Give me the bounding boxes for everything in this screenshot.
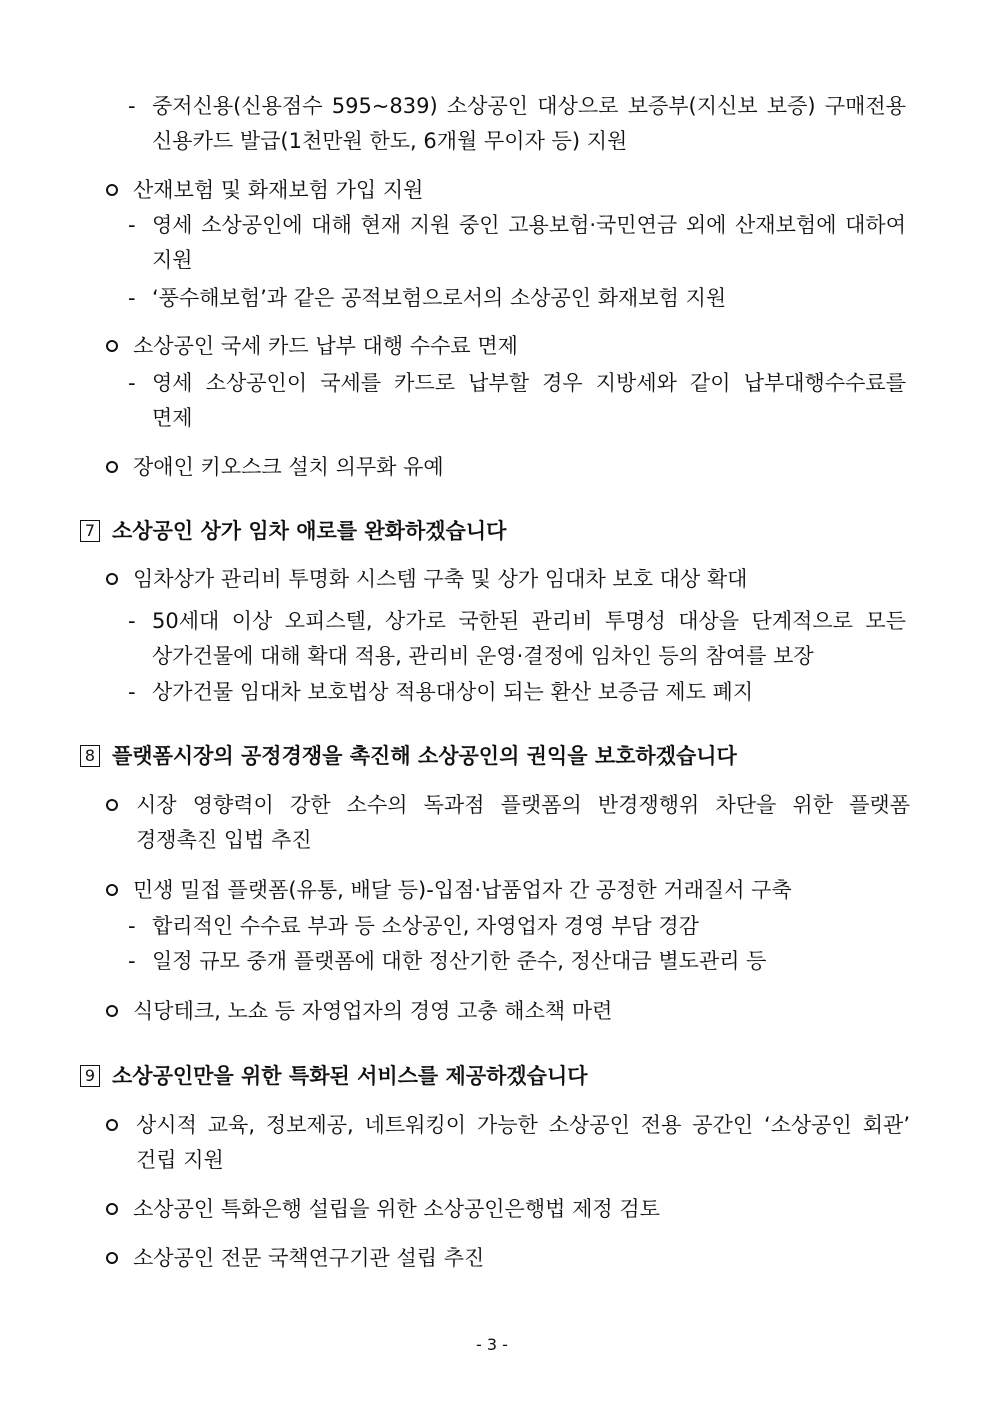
item-text: ‘풍수해보험’과 같은 공적보험으로서의 소상공인 화재보험 지원	[152, 286, 727, 310]
dash-marker: -	[128, 213, 136, 237]
item-text: 일정 규모 중개 플랫폼에 대한 정산기한 준수, 정산대금 별도관리 등	[152, 949, 767, 973]
item-text: 상시적 교육, 정보제공, 네트워킹이 가능한 소상공인 전용 공간인 ‘소상공인 회관’	[136, 1113, 910, 1137]
item-continuation: 지원	[152, 248, 193, 272]
bullet-circle-icon	[106, 573, 118, 585]
bullet-circle-icon	[106, 1252, 118, 1264]
item-continuation: 경쟁촉진 입법 추진	[136, 828, 312, 852]
bullet-circle-icon	[106, 184, 118, 196]
item-text: 소상공인 특화은행 설립을 위한 소상공인은행법 제정 검토	[133, 1197, 660, 1221]
item-text: 시장 영향력이 강한 소수의 독과점 플랫폼의 반경쟁행위 차단을 위한 플랫폼	[136, 793, 910, 817]
item-text: 산재보험 및 화재보험 가입 지원	[133, 178, 424, 202]
bullet-circle-icon	[106, 1203, 118, 1215]
bullet-circle-icon	[106, 884, 118, 896]
dash-marker: -	[128, 286, 136, 310]
item-text: 합리적인 수수료 부과 등 소상공인, 자영업자 경영 부담 경감	[152, 914, 699, 938]
dash-marker: -	[128, 949, 136, 973]
item-text: 소상공인 국세 카드 납부 대행 수수료 면제	[133, 334, 518, 358]
item-text: 민생 밀접 플랫폼(유통, 배달 등)-입점·납품업자 간 공정한 거래질서 구축	[133, 878, 792, 902]
item-text: 중저신용(신용점수 595~839) 소상공인 대상으로 보증부(지신보 보증) 구매전용	[152, 94, 906, 118]
item-continuation: 신용카드 발급(1천만원 한도, 6개월 무이자 등) 지원	[152, 129, 628, 153]
item-text: 영세 소상공인에 대해 현재 지원 중인 고용보험·국민연금 외에 산재보험에 대하여	[152, 213, 906, 237]
bullet-circle-icon	[106, 340, 118, 352]
section-number-box: 7	[80, 520, 100, 542]
dash-marker: -	[128, 609, 136, 633]
dash-marker: -	[128, 94, 136, 118]
section-heading: 소상공인만을 위한 특화된 서비스를 제공하겠습니다	[112, 1064, 588, 1088]
bullet-circle-icon	[106, 1119, 118, 1131]
page-number: - 3 -	[476, 1335, 508, 1354]
item-text: 장애인 키오스크 설치 의무화 유예	[133, 455, 444, 479]
item-text: 50세대 이상 오피스텔, 상가로 국한된 관리비 투명성 대상을 단계적으로 모든	[152, 609, 906, 633]
item-continuation: 건립 지원	[136, 1148, 224, 1172]
section-heading: 소상공인 상가 임차 애로를 완화하겠습니다	[112, 519, 507, 543]
item-text: 소상공인 전문 국책연구기관 설립 추진	[133, 1246, 485, 1270]
section-heading: 플랫폼시장의 공정경쟁을 촉진해 소상공인의 권익을 보호하겠습니다	[112, 744, 737, 768]
item-continuation: 상가건물에 대해 확대 적용, 관리비 운영·결정에 임차인 등의 참여를 보장	[152, 644, 814, 668]
item-text: 영세 소상공인이 국세를 카드로 납부할 경우 지방세와 같이 납부대행수수료를	[152, 371, 906, 395]
section-number-box: 8	[80, 745, 100, 767]
bullet-circle-icon	[106, 799, 118, 811]
item-text: 상가건물 임대차 보호법상 적용대상이 되는 환산 보증금 제도 폐지	[152, 680, 754, 704]
dash-marker: -	[128, 914, 136, 938]
dash-marker: -	[128, 371, 136, 395]
item-text: 임차상가 관리비 투명화 시스템 구축 및 상가 임대차 보호 대상 확대	[133, 567, 748, 591]
item-continuation: 면제	[152, 406, 193, 430]
dash-marker: -	[128, 680, 136, 704]
bullet-circle-icon	[106, 461, 118, 473]
item-text: 식당테크, 노쇼 등 자영업자의 경영 고충 해소책 마련	[133, 999, 613, 1023]
section-number-box: 9	[80, 1065, 100, 1087]
bullet-circle-icon	[106, 1005, 118, 1017]
